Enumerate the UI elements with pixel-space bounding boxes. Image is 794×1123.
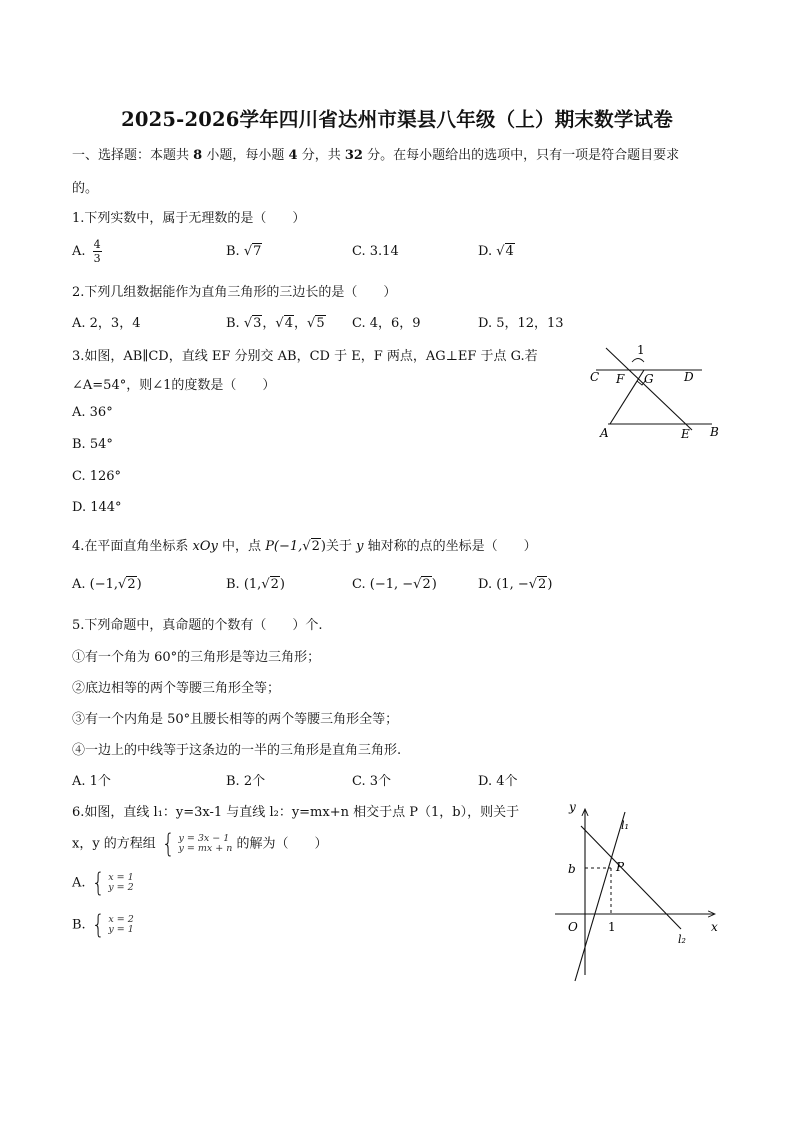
section-header bbox=[72, 144, 679, 163]
q1-option-b: B. √7 bbox=[226, 244, 262, 259]
q3-figure bbox=[580, 340, 730, 445]
section-mid1: 小题，每小题 bbox=[206, 148, 285, 163]
label-g: G bbox=[644, 372, 654, 386]
label-x: x bbox=[711, 920, 718, 934]
q1-stem: 1.下列实数中，属于无理数的是（ ） bbox=[72, 211, 306, 226]
equation-system: { y = 3x − 1 y = mx + n bbox=[161, 829, 233, 859]
label-b: b bbox=[568, 862, 576, 876]
q1-option-d: D. √4 bbox=[478, 244, 514, 259]
q5-option-b: B. 2个 bbox=[226, 774, 266, 789]
label-e: E bbox=[681, 427, 690, 441]
section-mid2: 分，共 bbox=[301, 148, 341, 163]
label-l1: l₁ bbox=[621, 819, 629, 832]
line-l1 bbox=[575, 812, 625, 981]
label-o: O bbox=[568, 920, 578, 934]
label-1: 1 bbox=[637, 343, 645, 357]
label-a: A bbox=[600, 426, 609, 440]
line-ef bbox=[606, 348, 692, 430]
q4-option-c: C. (−1, −√2) bbox=[352, 577, 437, 592]
q2-stem: 2.下列几组数据能作为直角三角形的三边长的是（ ） bbox=[72, 285, 397, 300]
q3-option-c: C. 126° bbox=[72, 469, 122, 484]
page-title: 2025-2026学年四川省达州市渠县八年级（上）期末数学试卷 bbox=[121, 108, 673, 131]
q3-option-d: D. 144° bbox=[72, 500, 122, 515]
label-f: F bbox=[616, 372, 625, 386]
section-count: 8 bbox=[193, 148, 203, 163]
section-header-tail: 的。 bbox=[72, 181, 99, 196]
q2-option-a: A. 2，3，4 bbox=[72, 316, 141, 331]
label-l2: l₂ bbox=[678, 933, 686, 946]
q4-option-a: A. (−1,√2) bbox=[72, 577, 142, 592]
q6-option-a: A. { x = 1 y = 2 bbox=[72, 868, 134, 898]
q4-stem: 4.在平面直角坐标系 xOy 中，点 P(−1,√2)关于 y 轴对称的点的坐标是（ ） bbox=[72, 539, 537, 554]
q6-stem-line1: 6.如图，直线 l₁：y=3x-1 与直线 l₂：y=mx+n 相交于点 P（1，b），则关于 bbox=[72, 805, 520, 820]
label-d: D bbox=[684, 370, 694, 384]
section-prefix: 一、选择题：本题共 bbox=[72, 148, 190, 163]
q5-option-c: C. 3个 bbox=[352, 774, 392, 789]
q4-option-d: D. (1, −√2) bbox=[478, 577, 553, 592]
q2-option-d: D. 5，12，13 bbox=[478, 316, 564, 331]
section-total: 32 bbox=[344, 148, 363, 163]
q5-item-2: ②底边相等的两个等腰三角形全等； bbox=[72, 681, 281, 696]
q2-option-b: B. √3，√4，√5 bbox=[226, 316, 325, 331]
q3-stem-line1: 3.如图，AB∥CD，直线 EF 分别交 AB，CD 于 E，F 两点，AG⊥EF 于点 G.若 bbox=[72, 349, 538, 364]
q3-option-a: A. 36° bbox=[72, 405, 113, 420]
q6-stem-line2: x，y 的方程组 { y = 3x − 1 y = mx + n 的解为（ ） bbox=[72, 829, 328, 859]
q5-item-3: ③有一个内角是 50°且腰长相等的两个等腰三角形全等； bbox=[72, 712, 399, 727]
q5-item-4: ④一边上的中线等于这条边的一半的三角形是直角三角形. bbox=[72, 743, 402, 758]
q2-option-c: C. 4，6，9 bbox=[352, 316, 421, 331]
q4-option-b: B. (1,√2) bbox=[226, 577, 285, 592]
q1-option-a: A. $\frac{4}{3}$ bbox=[72, 238, 101, 265]
q5-item-1: ①有一个角为 60°的三角形是等边三角形； bbox=[72, 650, 321, 665]
q1-option-c: C. 3.14 bbox=[352, 244, 399, 259]
q6-option-b: B. { x = 2 y = 1 bbox=[72, 910, 134, 940]
q5-option-d: D. 4个 bbox=[478, 774, 518, 789]
q5-stem: 5.下列命题中，真命题的个数有（ ）个. bbox=[72, 618, 323, 633]
label-b: B bbox=[710, 425, 719, 439]
label-y: y bbox=[569, 800, 576, 814]
section-score: 4 bbox=[288, 148, 298, 163]
label-c: C bbox=[590, 370, 600, 384]
q6-figure bbox=[555, 795, 730, 985]
angle-1-arc bbox=[632, 359, 644, 363]
label-1: 1 bbox=[608, 920, 616, 934]
q3-stem-line2: ∠A=54°，则∠1的度数是（ ） bbox=[72, 378, 276, 393]
label-p: P bbox=[616, 860, 625, 874]
q5-option-a: A. 1个 bbox=[72, 774, 111, 789]
section-mid3: 分。在每小题给出的选项中，只有一项是符合题目要求 bbox=[367, 148, 680, 163]
fraction: $\frac{4}{3}$ bbox=[93, 238, 101, 265]
q3-option-b: B. 54° bbox=[72, 437, 113, 452]
